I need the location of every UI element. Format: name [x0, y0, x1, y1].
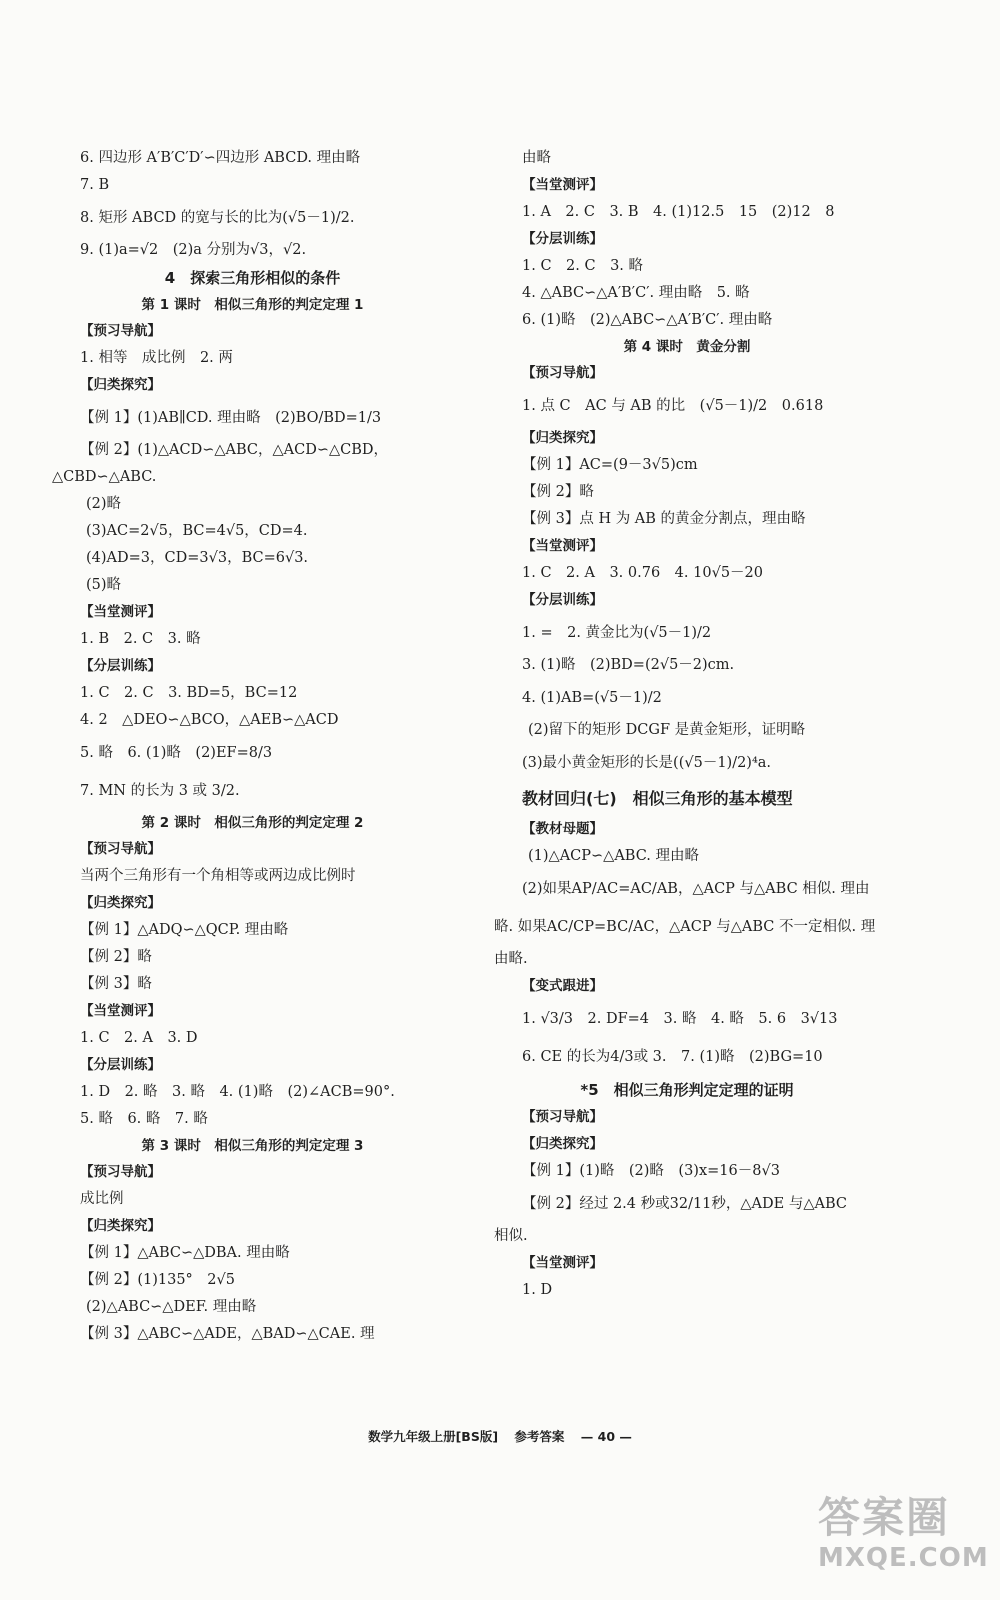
answer-line: 1. D 2. 略 3. 略 4. (1)略 (2)∠ACB=90°.	[80, 1084, 395, 1100]
answer-line: 1. C 2. A 3. 0.76 4. 10√5－20	[522, 565, 763, 581]
category-header: 【分层训练】	[80, 658, 161, 674]
category-header: 【归类探究】	[522, 1136, 603, 1152]
answer-line: 1. √3/3 2. DF=4 3. 略 4. 略 5. 6 3√13	[522, 1011, 838, 1027]
category-header: 【预习导航】	[522, 1109, 603, 1125]
answer-line: 3. (1)略 (2)BD=(2√5－2)cm.	[522, 657, 735, 673]
answer-line: (2)略	[86, 496, 122, 512]
section-title: 4 探索三角形相似的条件	[164, 269, 341, 287]
answer-line: 1. B 2. C 3. 略	[80, 631, 201, 647]
answer-line: 成比例	[80, 1191, 124, 1207]
answer-line: 【例 2】(1)△ACD∽△ABC，△ACD∽△CBD，	[80, 442, 389, 458]
answer-line: 由略.	[494, 951, 528, 967]
answer-line: 略. 如果AC/CP=BC/AC，△ACP 与△ABC 不一定相似. 理	[494, 919, 876, 935]
watermark-logo	[818, 1493, 989, 1588]
watermark-top-text: 答案圈	[818, 1493, 951, 1542]
category-header: 【归类探究】	[80, 1218, 161, 1234]
category-header: 【当堂测评】	[80, 1003, 161, 1019]
category-header: 【预习导航】	[80, 841, 161, 857]
right-column	[494, 145, 876, 1304]
answer-line: 1. D	[522, 1282, 553, 1298]
answer-line: 1. C 2. C 3. 略	[522, 258, 644, 274]
answer-line: (2)留下的矩形 DCGF 是黄金矩形，证明略	[528, 722, 806, 738]
lesson-title: 第 3 课时 相似三角形的判定定理 3	[141, 1138, 364, 1154]
category-header: 【归类探究】	[522, 430, 603, 446]
category-header: 【变式跟进】	[522, 978, 603, 994]
category-header: 【当堂测评】	[522, 538, 603, 554]
answer-line: 【例 3】△ABC∽△ADE，△BAD∽△CAE. 理	[80, 1326, 375, 1342]
answer-line: 1. = 2. 黄金比为(√5－1)/2	[522, 625, 712, 641]
answer-line: 1. A 2. C 3. B 4. (1)12.5 15 (2)12 8	[522, 204, 835, 220]
answer-line: 4. 2 △DEO∽△BCO，△AEB∽△ACD	[80, 712, 339, 728]
page-footer	[0, 1427, 1000, 1445]
answer-line: 6. 四边形 A′B′C′D′∽四边形 ABCD. 理由略	[80, 150, 361, 166]
answer-line: 【例 1】△ADQ∽△QCP. 理由略	[80, 922, 289, 938]
category-header: 【当堂测评】	[522, 177, 603, 193]
section-title: *5 相似三角形判定定理的证明	[580, 1081, 794, 1099]
footer-page-number: — 40 —	[580, 1429, 632, 1444]
category-header: 【分层训练】	[80, 1057, 161, 1073]
answer-line: 7. MN 的长为 3 或 3/2.	[80, 783, 240, 799]
answer-line: 8. 矩形 ABCD 的宽与长的比为(√5－1)/2.	[80, 210, 355, 226]
lesson-title: 第 4 课时 黄金分割	[623, 339, 751, 355]
category-header: 【当堂测评】	[80, 604, 161, 620]
watermark-bottom-text: MXQE.COM	[818, 1543, 989, 1573]
answer-line: 9. (1)a=√2 (2)a 分别为√3，√2.	[80, 242, 307, 258]
answer-line: (2)△ABC∽△DEF. 理由略	[86, 1299, 257, 1315]
answer-line: 1. C 2. C 3. BD=5，BC=12	[80, 685, 298, 701]
footer-book-title: 数学九年级上册[BS版]	[368, 1429, 499, 1444]
chapter-review-title: 教材回归(七) 相似三角形的基本模型	[522, 789, 793, 808]
answer-line: 5. 略 6. 略 7. 略	[80, 1111, 208, 1127]
answer-line: 6. (1)略 (2)△ABC∽△A′B′C′. 理由略	[522, 312, 773, 328]
category-header: 【分层训练】	[522, 231, 603, 247]
answer-line: 6. CE 的长为4/3或 3. 7. (1)略 (2)BG=10	[522, 1049, 823, 1065]
category-header: 【教材母题】	[522, 821, 603, 837]
answer-line: 【例 1】(1)略 (2)略 (3)x=16－8√3	[522, 1163, 780, 1179]
answer-line: (2)如果AP/AC=AC/AB，△ACP 与△ABC 相似. 理由	[522, 881, 870, 897]
category-header: 【预习导航】	[80, 1164, 161, 1180]
answer-line: 由略	[522, 150, 551, 166]
answer-line: 当两个三角形有一个角相等或两边成比例时	[80, 868, 356, 884]
lesson-title: 第 1 课时 相似三角形的判定定理 1	[141, 297, 364, 313]
answer-line: 1. C 2. A 3. D	[80, 1030, 198, 1046]
category-header: 【分层训练】	[522, 592, 603, 608]
category-header: 【预习导航】	[522, 365, 603, 381]
answer-line: (1)△ACP∽△ABC. 理由略	[528, 848, 700, 864]
answer-line: (4)AD=3，CD=3√3，BC=6√3.	[86, 550, 309, 566]
answer-line: 1. 点 C AC 与 AB 的比 (√5－1)/2 0.618	[522, 398, 824, 414]
answer-line: 5. 略 6. (1)略 (2)EF=8/3	[80, 745, 273, 761]
answer-line: 【例 2】略	[522, 484, 594, 500]
answer-line: 【例 2】经过 2.4 秒或32/11秒，△ADE 与△ABC	[522, 1196, 847, 1212]
answer-line: 【例 3】略	[80, 976, 152, 992]
answer-line: (5)略	[86, 577, 122, 593]
answer-line: 相似.	[494, 1228, 528, 1244]
answer-line: 【例 1】(1)AB∥CD. 理由略 (2)BO/BD=1/3	[80, 410, 382, 426]
category-header: 【预习导航】	[80, 323, 161, 339]
answer-line: △CBD∽△ABC.	[52, 469, 157, 485]
answer-line: 【例 1】AC=(9－3√5)cm	[522, 457, 698, 473]
answer-line: 1. 相等 成比例 2. 两	[80, 350, 233, 366]
left-column	[52, 145, 475, 1348]
answer-line: 4. △ABC∽△A′B′C′. 理由略 5. 略	[522, 285, 750, 301]
answer-line: 【例 1】△ABC∽△DBA. 理由略	[80, 1245, 290, 1261]
answer-line: 4. (1)AB=(√5－1)/2	[522, 690, 662, 706]
category-header: 【当堂测评】	[522, 1255, 603, 1271]
answer-line: 【例 2】略	[80, 949, 152, 965]
category-header: 【归类探究】	[80, 895, 161, 911]
footer-section: 参考答案	[514, 1429, 565, 1444]
category-header: 【归类探究】	[80, 377, 161, 393]
answer-line: 【例 3】点 H 为 AB 的黄金分割点，理由略	[522, 511, 806, 527]
answer-line: 【例 2】(1)135° 2√5	[80, 1272, 235, 1288]
answer-line: (3)AC=2√5，BC=4√5，CD=4.	[86, 523, 308, 539]
lesson-title: 第 2 课时 相似三角形的判定定理 2	[141, 815, 364, 831]
answer-line: 7. B	[80, 177, 110, 193]
answer-line: (3)最小黄金矩形的长是((√5－1)/2)⁴a.	[522, 755, 772, 771]
